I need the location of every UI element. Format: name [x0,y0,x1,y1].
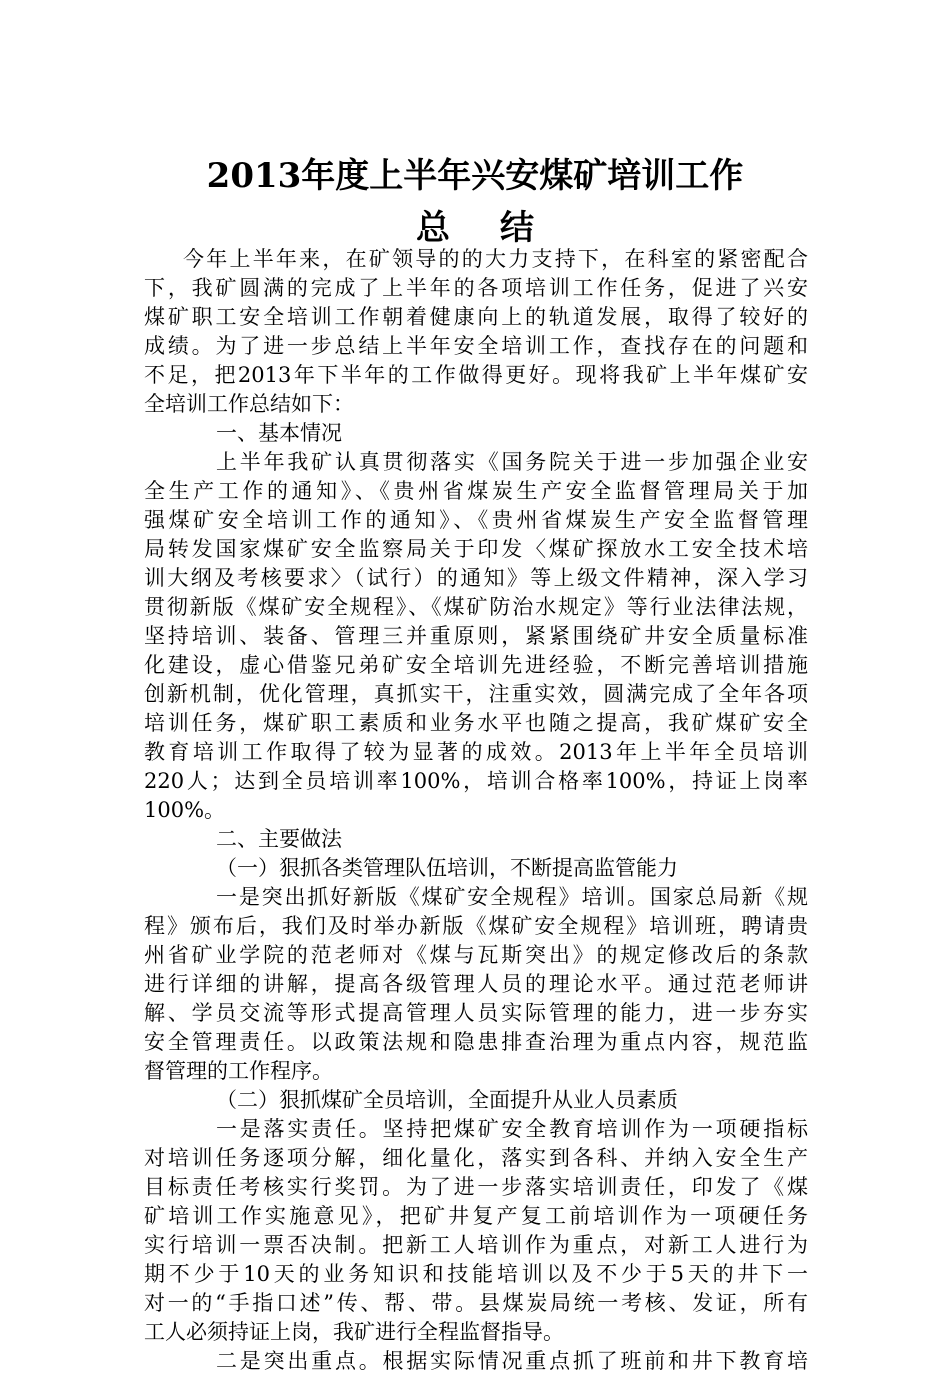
paragraph-line: 督管理的工作程序。 [144,1059,333,1083]
paragraph-line: 贯彻新版《煤矿安全规程》、《煤矿防治水规定》等行业法律法规， [144,595,808,619]
paragraph-line: 强煤矿安全培训工作的通知》、《贵州省煤炭生产安全监督管理 [144,508,808,532]
paragraph-line: 上半年我矿认真贯彻落实《国务院关于进一步加强企业安 [216,450,808,474]
paragraph-line: 工人必须持证上岗，我矿进行全程监督指导。 [144,1320,564,1344]
paragraph-line: 局转发国家煤矿安全监察局关于印发〈煤矿探放水工安全技术培 [144,537,808,561]
paragraph-line: 进行详细的讲解，提高各级管理人员的理论水平。通过范老师讲 [144,972,808,996]
paragraph-line: 220人；达到全员培训率100%，培训合格率100%，持证上岗率 [144,769,808,793]
paragraph-line: 一是突出抓好新版《煤矿安全规程》培训。国家总局新《规 [216,885,808,909]
subsection-heading: （一）狠抓各类管理队伍培训，不断提高监管能力 [216,856,678,880]
paragraph-line: 培训任务，煤矿职工素质和业务水平也随之提高，我矿煤矿安全 [144,711,808,735]
paragraph-line: 对培训任务逐项分解，细化量化，落实到各科、并纳入安全生产 [144,1146,808,1170]
paragraph-line: 煤矿职工安全培训工作朝着健康向上的轨道发展，取得了较好的 [144,305,808,329]
paragraph-line: 训大纲及考核要求〉（试行）的通知》等上级文件精神，深入学习 [144,566,808,590]
paragraph-line: 成绩。为了进一步总结上半年安全培训工作，查找存在的问题和 [144,334,808,358]
paragraph-line: 不足，把2013年下半年的工作做得更好。现将我矿上半年煤矿安 [144,363,808,387]
paragraph-line: 化建设，虚心借鉴兄弟矿安全培训先进经验，不断完善培训措施 [144,653,808,677]
paragraph-line: 坚持培训、装备、管理三并重原则，紧紧围绕矿井安全质量标准 [144,624,808,648]
paragraph-line: 期不少于10天的业务知识和技能培训以及不少于5天的井下一 [144,1262,808,1286]
paragraph-line: 安全管理责任。以政策法规和隐患排查治理为重点内容，规范监 [144,1030,808,1054]
paragraph-line: 对一的“手指口述”传、帮、带。县煤炭局统一考核、发证，所有 [144,1291,808,1315]
paragraph-line: 一是落实责任。坚持把煤矿安全教育培训作为一项硬指标 [216,1117,808,1141]
subsection-heading: （二）狠抓煤矿全员培训，全面提升从业人员素质 [216,1088,678,1112]
section-heading: 二、主要做法 [216,827,342,851]
paragraph-line: 州省矿业学院的范老师对《煤与瓦斯突出》的规定修改后的条款 [144,943,808,967]
paragraph-line: 程》颁布后，我们及时举办新版《煤矿安全规程》培训班，聘请贵 [144,914,808,938]
section-heading: 一、基本情况 [216,421,342,445]
paragraph-line: 全培训工作总结如下： [144,392,354,416]
paragraph-line: 二是突出重点。根据实际情况重点抓了班前和井下教育培 [216,1349,808,1373]
paragraph-line: 下，我矿圆满的完成了上半年的各项培训工作任务，促进了兴安 [144,276,808,300]
paragraph-line: 解、学员交流等形式提高管理人员实际管理的能力，进一步夯实 [144,1001,808,1025]
paragraph-line: 目标责任考核实行奖罚。为了进一步落实培训责任，印发了《煤 [144,1175,808,1199]
paragraph-line: 矿培训工作实施意见》，把矿井复产复工前培训作为一项硬任务 [144,1204,808,1228]
paragraph-line: 100%。 [144,798,226,822]
document-title: 2013年度上半年兴安煤矿培训工作 [206,156,744,196]
paragraph-line: 教育培训工作取得了较为显著的成效。2013年上半年全员培训 [144,740,808,764]
paragraph-line: 实行培训一票否决制。把新工人培训作为重点，对新工人进行为 [144,1233,808,1257]
paragraph-line: 创新机制，优化管理，真抓实干，注重实效，圆满完成了全年各项 [144,682,808,706]
paragraph-line: 全生产工作的通知》、《贵州省煤炭生产安全监督管理局关于加 [144,479,808,503]
paragraph-line: 今年上半年来，在矿领导的的大力支持下，在科室的紧密配合 [183,247,808,271]
document-body [144,245,808,1376]
document-title-summary: 总结 [416,208,584,248]
